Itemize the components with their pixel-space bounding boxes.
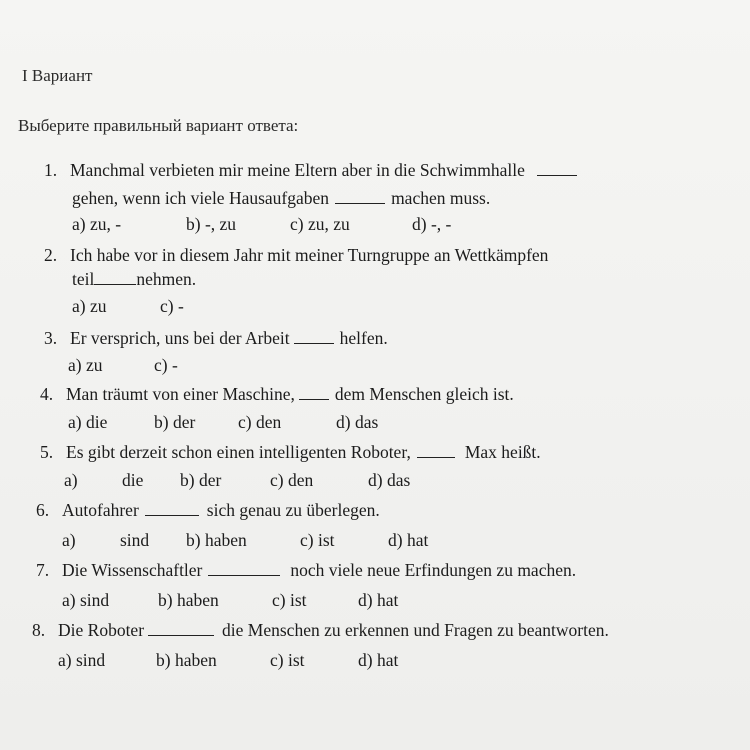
question-text: Max heißt. xyxy=(464,442,541,462)
question-number: 4. xyxy=(40,384,54,404)
option-a-value: die xyxy=(122,470,144,490)
question-text: machen muss. xyxy=(391,188,491,208)
option-a[interactable]: a) zu xyxy=(72,296,107,316)
option-d[interactable]: d) hat xyxy=(358,650,399,670)
answer-blank[interactable] xyxy=(294,331,334,344)
option-c[interactable]: c) den xyxy=(238,412,282,432)
question-7 xyxy=(36,562,576,580)
option-b[interactable]: b) haben xyxy=(158,590,219,610)
question-8 xyxy=(32,622,609,640)
option-c[interactable]: c) - xyxy=(154,355,178,375)
option-c[interactable]: c) den xyxy=(270,470,314,490)
question-5 xyxy=(40,444,541,462)
question-number: 1. xyxy=(44,160,58,180)
option-c[interactable]: c) - xyxy=(160,296,184,316)
question-text: Manchmal verbieten mir meine Eltern aber in die Schwimmhalle xyxy=(70,160,525,180)
question-text: Die Roboter xyxy=(58,620,145,640)
question-text: Es gibt derzeit schon einen intelligenten Roboter, xyxy=(66,442,411,462)
question-text: gehen, wenn ich viele Hausaufgaben xyxy=(72,188,330,208)
answer-blank[interactable] xyxy=(417,445,455,458)
question-number: 2. xyxy=(44,245,58,265)
question-number: 6. xyxy=(36,500,50,520)
option-b[interactable]: b) haben xyxy=(156,650,217,670)
question-number: 7. xyxy=(36,560,50,580)
option-c[interactable]: c) ist xyxy=(272,590,307,610)
option-d[interactable]: d) -, - xyxy=(412,214,452,234)
option-b[interactable]: b) der xyxy=(154,412,196,432)
question-6 xyxy=(36,502,380,520)
option-c[interactable]: c) ist xyxy=(270,650,305,670)
question-1-options xyxy=(72,216,451,234)
question-text: die Menschen zu erkennen und Fragen zu beantworten. xyxy=(222,620,609,640)
option-c[interactable]: c) zu, zu xyxy=(290,214,350,234)
option-a[interactable]: a) zu, - xyxy=(72,214,122,234)
option-b[interactable]: b) der xyxy=(180,470,222,490)
answer-blank[interactable] xyxy=(335,191,385,204)
question-text: dem Menschen gleich ist. xyxy=(334,384,514,404)
question-text: nehmen. xyxy=(136,269,197,289)
option-d[interactable]: d) das xyxy=(336,412,379,432)
option-a[interactable]: a) xyxy=(64,470,78,490)
question-7-options xyxy=(62,592,398,610)
question-text: Man träumt von einer Maschine, xyxy=(66,384,295,404)
option-b[interactable]: b) -, zu xyxy=(186,214,237,234)
question-text: noch viele neue Erfindungen zu machen. xyxy=(290,560,577,580)
option-c[interactable]: c) ist xyxy=(300,530,335,550)
option-a-value: sind xyxy=(120,530,150,550)
question-8-options xyxy=(58,652,398,670)
answer-blank[interactable] xyxy=(148,623,214,636)
question-text: teil xyxy=(72,269,95,289)
question-2-line-2 xyxy=(72,271,196,289)
option-d[interactable]: d) hat xyxy=(388,530,429,550)
question-1-line-2 xyxy=(72,190,490,208)
question-2-options xyxy=(72,298,184,316)
question-text: helfen. xyxy=(339,328,388,348)
instruction-text: Выберите правильный вариант ответа: xyxy=(18,116,299,135)
question-4 xyxy=(40,386,514,404)
question-3-options xyxy=(68,357,178,375)
question-6-options xyxy=(62,532,428,550)
question-text: Die Wissenschaftler xyxy=(62,560,203,580)
answer-blank[interactable] xyxy=(208,563,280,576)
variant-heading: I Вариант xyxy=(22,66,93,85)
option-d[interactable]: d) hat xyxy=(358,590,399,610)
option-a[interactable]: a) sind xyxy=(58,650,106,670)
question-number: 5. xyxy=(40,442,54,462)
question-number: 3. xyxy=(44,328,58,348)
answer-blank[interactable] xyxy=(94,272,136,285)
option-a[interactable]: a) die xyxy=(68,412,108,432)
question-text: Ich habe vor in diesem Jahr mit meiner Turngruppe an Wettkämpfen xyxy=(70,245,549,265)
option-b[interactable]: b) haben xyxy=(186,530,247,550)
answer-blank[interactable] xyxy=(299,387,329,400)
option-a[interactable]: a) xyxy=(62,530,76,550)
question-1 xyxy=(44,162,577,180)
question-5-options xyxy=(64,472,410,490)
question-3 xyxy=(44,330,388,348)
answer-blank[interactable] xyxy=(537,163,577,176)
question-2 xyxy=(44,247,548,265)
question-text: Er versprich, uns bei der Arbeit xyxy=(70,328,290,348)
option-a[interactable]: a) sind xyxy=(62,590,110,610)
question-number: 8. xyxy=(32,620,46,640)
option-a[interactable]: a) zu xyxy=(68,355,103,375)
answer-blank[interactable] xyxy=(145,503,199,516)
question-4-options xyxy=(68,414,378,432)
option-d[interactable]: d) das xyxy=(368,470,411,490)
question-text: Autofahrer xyxy=(62,500,139,520)
question-text: sich genau zu überlegen. xyxy=(206,500,380,520)
